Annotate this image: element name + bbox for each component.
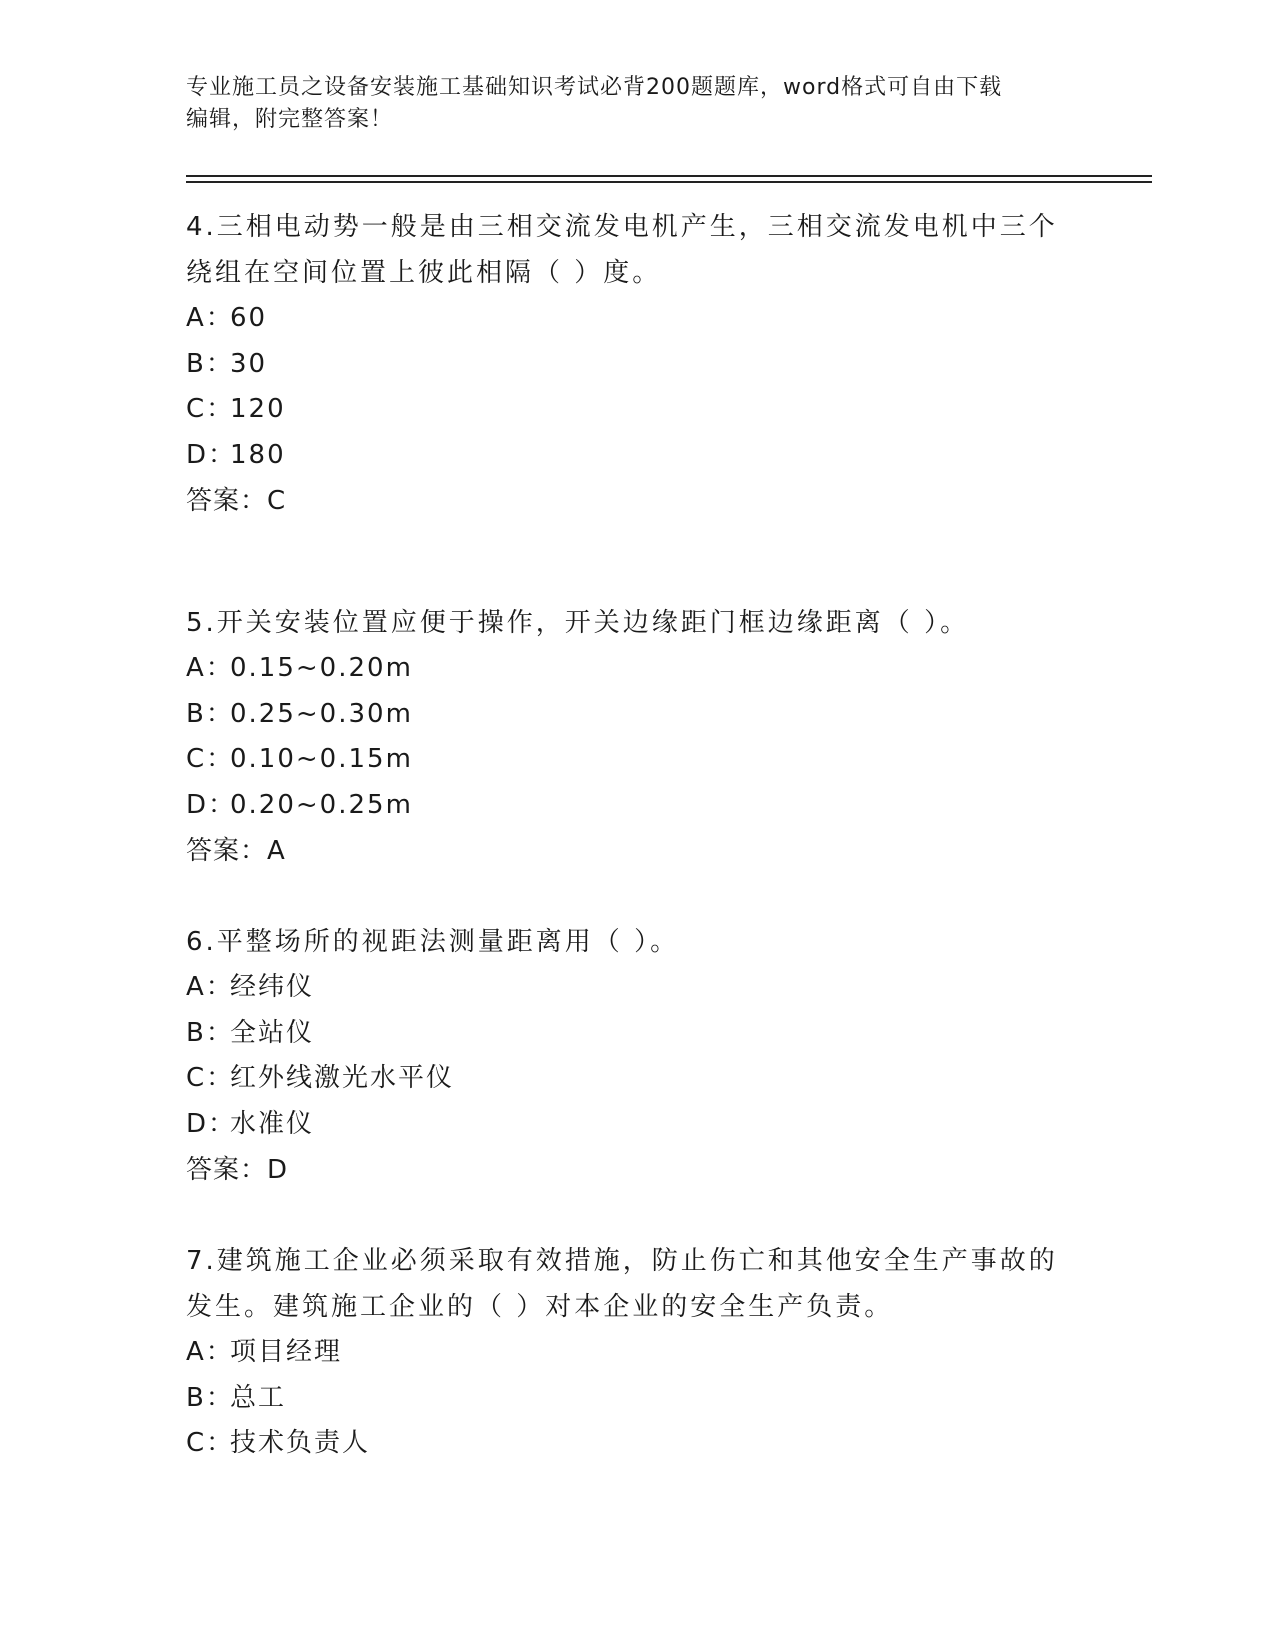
option-text: 180 (230, 439, 286, 470)
option-b (186, 692, 1086, 738)
option-text: 0.25~0.30m (230, 698, 413, 729)
option-c (186, 737, 1086, 783)
option-letter: C： (186, 1063, 235, 1093)
header-line-2: 编辑，附完整答案！ (186, 107, 394, 132)
option-list (186, 646, 1086, 828)
option-a (186, 965, 1086, 1011)
option-d (186, 1102, 1086, 1148)
header-divider-bottom (186, 181, 1152, 183)
option-c (186, 1056, 1086, 1102)
option-text: 0.15~0.20m (230, 653, 413, 683)
option-c (186, 387, 1086, 433)
option-text: 总工 (230, 1382, 287, 1413)
question-stem-line: 6.平整场所的视距法测量距离用（ ）。 (186, 927, 680, 957)
option-text: 水准仪 (230, 1108, 315, 1139)
option-text: 经纬仪 (230, 972, 315, 1002)
option-letter: B： (186, 348, 234, 379)
question-5 (186, 600, 1086, 874)
option-letter: D： (186, 789, 237, 820)
option-d (186, 433, 1086, 479)
option-letter: B： (186, 698, 234, 729)
question-stem (186, 600, 1086, 646)
answer-label: 答案：D (186, 1155, 289, 1185)
option-letter: C： (186, 1428, 235, 1458)
option-letter: D： (186, 439, 237, 470)
question-stem-line: 绕组在空间位置上彼此相隔（ ）度。 (186, 258, 662, 288)
option-text: 120 (230, 394, 286, 424)
question-stem-line: 5.开关安装位置应便于操作，开关边缘距门框边缘距离（ ）。 (186, 608, 970, 638)
header-divider-top (186, 175, 1152, 177)
option-text: 60 (230, 303, 268, 333)
option-b (186, 1376, 1086, 1422)
option-list (186, 296, 1086, 478)
option-letter: A： (186, 653, 234, 683)
option-text: 全站仪 (230, 1017, 315, 1048)
option-c (186, 1421, 1086, 1467)
option-letter: A： (186, 1337, 234, 1367)
option-a (186, 1330, 1086, 1376)
question-4 (186, 204, 1086, 524)
document-header (186, 72, 1086, 136)
option-text: 技术负责人 (230, 1428, 371, 1458)
question-6 (186, 919, 1086, 1193)
question-7 (186, 1238, 1086, 1467)
option-text: 项目经理 (230, 1337, 343, 1367)
option-letter: B： (186, 1017, 234, 1048)
question-stem (186, 919, 1086, 965)
header-line-1: 专业施工员之设备安装施工基础知识考试必背200题题库，word格式可自由下载 (186, 75, 1003, 100)
option-text: 30 (230, 348, 268, 379)
option-text: 红外线激光水平仪 (230, 1063, 455, 1093)
option-letter: A： (186, 972, 234, 1002)
option-d (186, 783, 1086, 829)
option-letter: A： (186, 303, 234, 333)
question-stem-line: 7.建筑施工企业必须采取有效措施，防止伤亡和其他安全生产事故的 (186, 1246, 1058, 1276)
option-b (186, 342, 1086, 388)
option-b (186, 1011, 1086, 1057)
option-letter: C： (186, 394, 235, 424)
option-text: 0.10~0.15m (230, 744, 413, 774)
option-letter: D： (186, 1108, 237, 1139)
option-a (186, 646, 1086, 692)
option-list (186, 1330, 1086, 1467)
answer-label: 答案：C (186, 486, 287, 516)
question-stem-line: 4.三相电动势一般是由三相交流发电机产生，三相交流发电机中三个 (186, 212, 1058, 242)
question-stem (186, 204, 1086, 296)
answer-label: 答案：A (186, 836, 286, 866)
question-stem (186, 1238, 1086, 1330)
question-stem-line: 发生。建筑施工企业的（ ）对本企业的安全生产负责。 (186, 1292, 894, 1322)
option-list (186, 965, 1086, 1147)
option-letter: C： (186, 744, 235, 774)
option-letter: B： (186, 1382, 234, 1413)
option-text: 0.20~0.25m (230, 789, 413, 820)
option-a (186, 296, 1086, 342)
